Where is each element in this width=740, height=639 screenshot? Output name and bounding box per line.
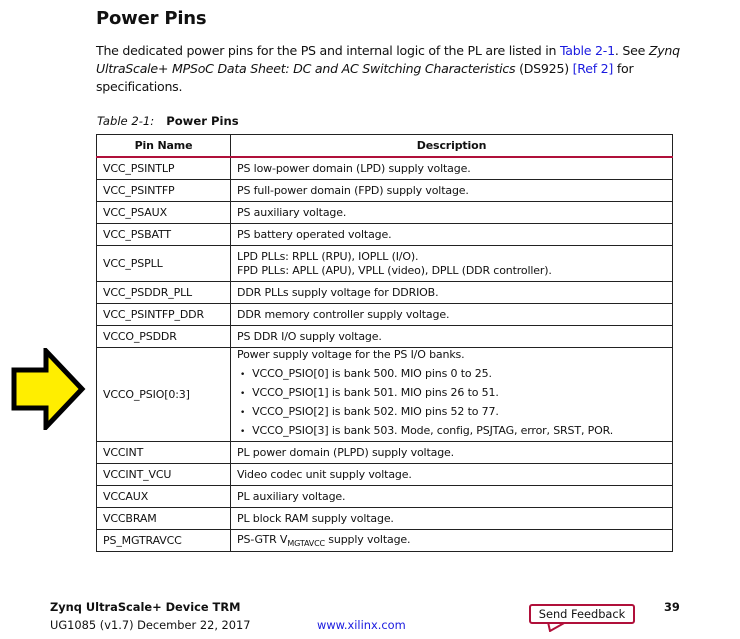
table-row [97, 246, 673, 282]
pin-description [231, 348, 673, 442]
pin-name: VCC_PSPLL [97, 246, 231, 282]
pin-description [231, 530, 673, 552]
description-line: LPD PLLs: RPLL (RPU), IOPLL (I/O). [237, 249, 419, 263]
intro-paragraph [96, 42, 686, 96]
description-line: Power supply voltage for the PS I/O banks. [237, 348, 465, 361]
intro-text: The dedicated power pins for the PS and internal logic of the PL are listed in [96, 43, 560, 58]
bank-item: • VCCO_PSIO[1] is bank 501. MIO pins 26 to 51. [240, 384, 666, 403]
send-feedback-button[interactable]: Send Feedback [529, 604, 635, 624]
table-row [97, 508, 673, 530]
table-row [97, 530, 673, 552]
intro-text: . See [614, 43, 649, 58]
pin-name: VCC_PSAUX [97, 202, 231, 224]
pin-description: DDR memory controller supply voltage. [231, 304, 673, 326]
bank-list [237, 365, 666, 441]
table-row [97, 180, 673, 202]
description-text: PS-GTR V [237, 532, 288, 546]
pin-name: VCCINT [97, 442, 231, 464]
arrow-right-icon [10, 348, 86, 430]
pin-description: PS auxiliary voltage. [231, 202, 673, 224]
table-caption [97, 114, 239, 128]
pin-description: Video codec unit supply voltage. [231, 464, 673, 486]
ref-link[interactable]: [Ref 2] [572, 61, 614, 76]
bank-item: • VCCO_PSIO[2] is bank 502. MIO pins 52 to 77. [240, 403, 666, 422]
header-description: Description [231, 135, 673, 158]
pin-name: VCC_PSBATT [97, 224, 231, 246]
pin-description: PL block RAM supply voltage. [231, 508, 673, 530]
bank-item: • VCCO_PSIO[3] is bank 503. Mode, config, PSJTAG, error, SRST, POR. [240, 422, 666, 441]
pin-name: VCC_PSINTFP [97, 180, 231, 202]
table-title: Power Pins [166, 114, 239, 128]
pin-name: VCC_PSINTLP [97, 157, 231, 180]
doc-title: Zynq UltraScale+ MPSoC Data Sheet: DC and AC Switching Characteristics [96, 43, 680, 76]
section-heading: Power Pins [96, 8, 207, 29]
table-row [97, 442, 673, 464]
intro-text: (DS925) [515, 61, 573, 76]
footer-doc-id: UG1085 (v1.7) December 22, 2017 [50, 618, 251, 632]
table-header-row [97, 135, 673, 158]
pin-description: PS full-power domain (FPD) supply voltage. [231, 180, 673, 202]
pin-name: VCCAUX [97, 486, 231, 508]
table-row-highlighted [97, 348, 673, 442]
table-row [97, 464, 673, 486]
table-row [97, 157, 673, 180]
pin-description: PS DDR I/O supply voltage. [231, 326, 673, 348]
pin-name: VCC_PSDDR_PLL [97, 282, 231, 304]
description-subscript: MGTAVCC [287, 539, 325, 549]
pin-name: VCCO_PSDDR [97, 326, 231, 348]
description-line: FPD PLLs: APLL (APU), VPLL (video), DPLL (DDR controller). [237, 263, 552, 277]
description-text: supply voltage. [324, 532, 411, 546]
footer-url-link[interactable]: www.xilinx.com [317, 618, 406, 632]
bank-item: • VCCO_PSIO[0] is bank 500. MIO pins 0 to 25. [240, 365, 666, 384]
intro-text: for specifications. [96, 61, 634, 94]
table-row [97, 304, 673, 326]
table-number: Table 2-1: [97, 114, 155, 128]
table-row [97, 326, 673, 348]
pin-name: VCCBRAM [97, 508, 231, 530]
footer-doc-title: Zynq UltraScale+ Device TRM [50, 600, 241, 614]
pin-description: PS low-power domain (LPD) supply voltage. [231, 157, 673, 180]
pin-description: PL power domain (PLPD) supply voltage. [231, 442, 673, 464]
pin-description: PL auxiliary voltage. [231, 486, 673, 508]
page-number: 39 [664, 600, 680, 614]
pin-name: VCC_PSINTFP_DDR [97, 304, 231, 326]
table-link[interactable]: Table 2-1 [559, 43, 615, 58]
pin-description: PS battery operated voltage. [231, 224, 673, 246]
table-row [97, 282, 673, 304]
pin-description [231, 246, 673, 282]
table-row [97, 202, 673, 224]
pin-description: DDR PLLs supply voltage for DDRIOB. [231, 282, 673, 304]
power-pins-table [96, 134, 673, 552]
pin-name: VCCO_PSIO[0:3] [97, 348, 231, 442]
pin-name: PS_MGTRAVCC [97, 530, 231, 552]
table-row [97, 224, 673, 246]
table-row [97, 486, 673, 508]
pin-name: VCCINT_VCU [97, 464, 231, 486]
header-pin-name: Pin Name [97, 135, 231, 158]
